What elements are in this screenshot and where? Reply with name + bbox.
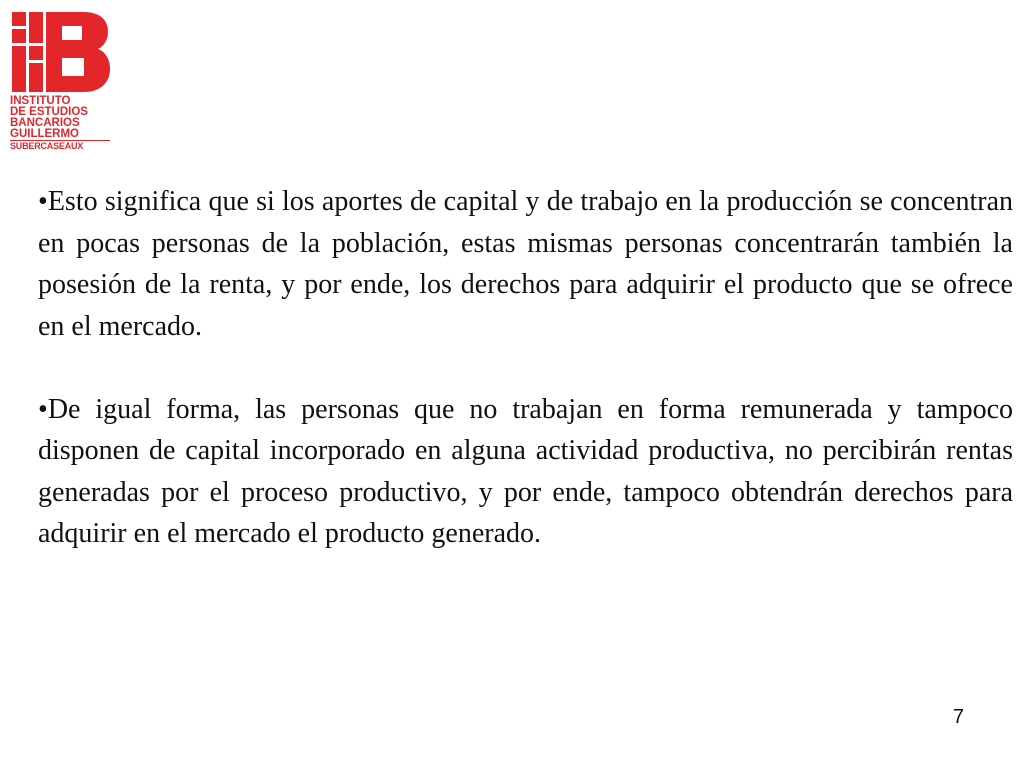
institution-logo (10, 12, 110, 162)
logo-line-5: SUBERCASEAUX (10, 141, 84, 151)
logo-line-2: DE ESTUDIOS (10, 106, 88, 118)
paragraph-text: Esto significa que si los aportes de capital y de trabajo en la producción se concentran en pocas personas de la población, estas mismas personas concentrarán también la posesión de la renta, y por ende, los derechos para adquirir el producto que se ofrece en el mercado. (38, 186, 1013, 342)
logo-line-4: GUILLERMO (10, 129, 110, 141)
ieb-logo-mark (12, 12, 110, 92)
bullet-paragraph-2 (38, 389, 1013, 555)
slide-body (38, 181, 1013, 596)
bullet-paragraph-1 (38, 181, 1013, 347)
logo-wordmark (10, 96, 110, 152)
bullet-marker: • (38, 186, 48, 217)
logo-line-1: INSTITUTO (10, 95, 71, 107)
page-number: 7 (952, 706, 964, 728)
bullet-marker: • (38, 393, 48, 425)
paragraph-text: De igual forma, las personas que no trabajan en forma remunerada y tampoco disponen de capital incorporado en alguna actividad productiva, no percibirán rentas generadas por el proceso productivo, y por ende, tampoco obtendrán derechos para adquirir en el mercado el producto generado. (38, 393, 1013, 549)
logo-line-3: BANCARIOS (10, 117, 80, 129)
